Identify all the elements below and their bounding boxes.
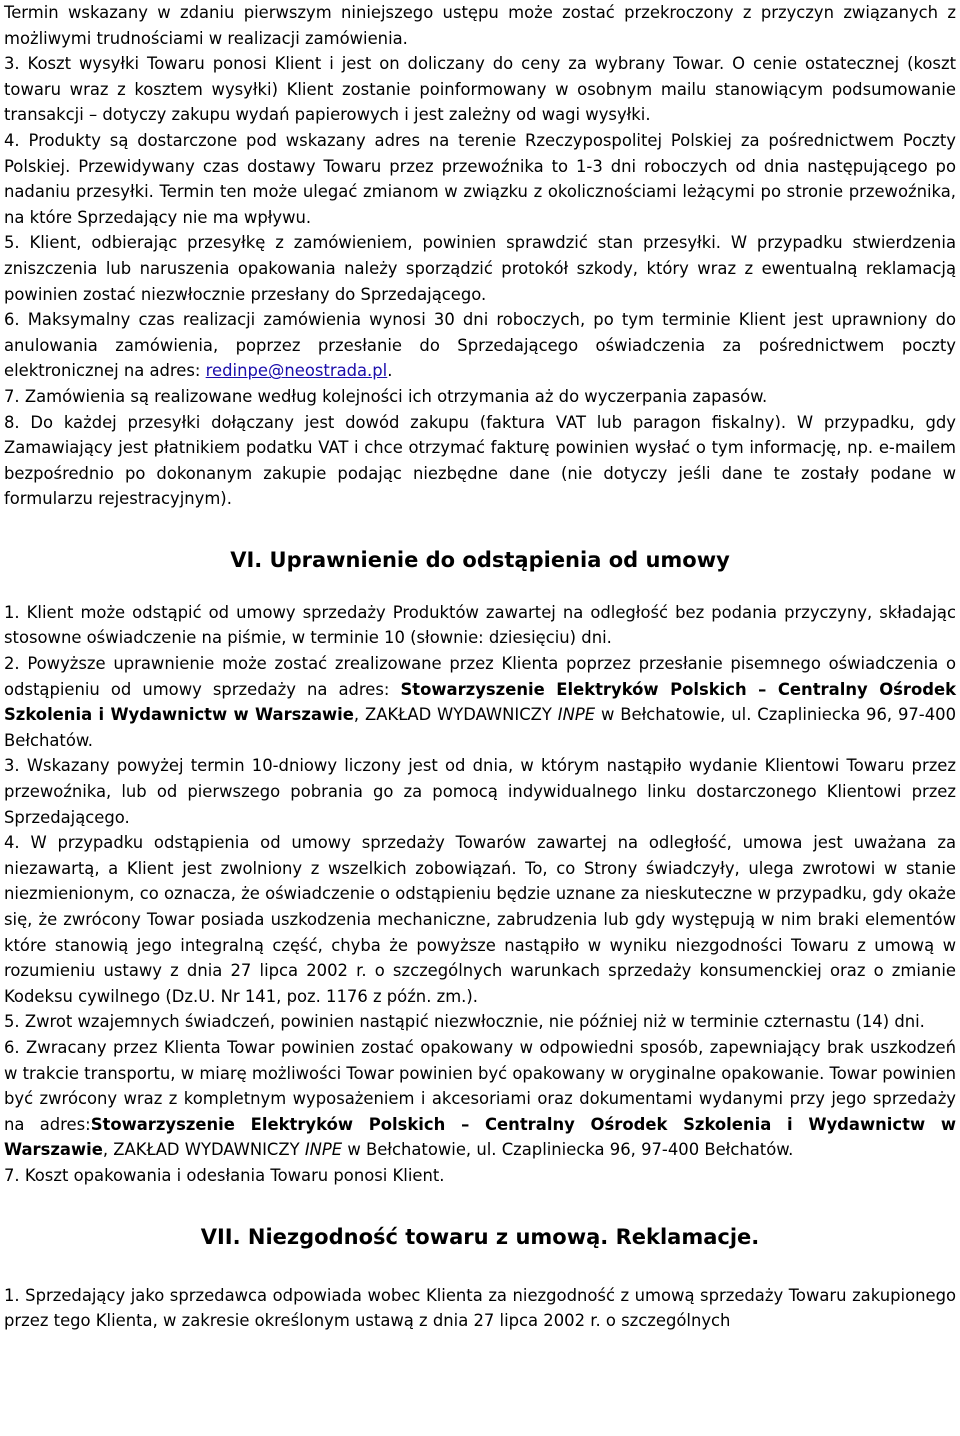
- paragraph: 1. Sprzedający jako sprzedawca odpowiada wobec Klienta za niezgodność z umową sprzedaży Towaru zakupionego przez tego Klienta, w zakresie określonym ustawą z dnia 27 lipca 2002 r. o szczególnych: [4, 1285, 956, 1331]
- paragraph: 4. Produkty są dostarczone pod wskazany adres na terenie Rzeczypospolitej Polskiej za pośrednictwem Poczty Polskiej. Przewidywany czas dostawy Towaru przez przewoźnika to 1-3 dni roboczych od dnia następującego po nadaniu przesyłki. Termin ten może ulegać zmianom w związku z okolicznościami leżącymi po stronie przewoźnika, na które Sprzedający nie ma wpływu.: [4, 130, 956, 227]
- address-bold: Stowarzyszenie Elektryków Polskich – Centralny Ośrodek Szkolenia i Wydawnictw w Warszawie: [4, 1114, 956, 1160]
- paragraph: 5. Zwrot wzajemnych świadczeń, powinien nastąpić niezwłocznie, nie później niż w terminie czternastu (14) dni.: [4, 1012, 925, 1032]
- paragraph-text: 6. Zwracany przez Klienta Towar powinien zostać opakowany w odpowiedni sposób, zapewniający brak uszkodzeń w trakcie transportu, w miarę możliwości Towar powinien być opakowany w oryginalne opakowanie. Towar powinien być zwrócony wraz z kompletnym wyposażeniem i akcesoriami oraz dokumentami wydanymi przy jego sprzedaży na adres:: [4, 1037, 957, 1134]
- paragraph-text: 2. Powyższe uprawnienie może zostać zrealizowane przez Klienta poprzez przesłanie pisemnego oświadczenia o odstąpieniu od umowy sprzedaży na adres:: [4, 654, 956, 699]
- paragraph: 1. Klient może odstąpić od umowy sprzedaży Produktów zawartej na odległość bez podania przyczyny, składając stosowne oświadczenie na piśmie, w terminie 10 (słownie: dziesięciu) dni.: [4, 602, 956, 648]
- paragraph: 5. Klient, odbierając przesyłkę z zamówieniem, powinien sprawdzić stan przesyłki. W przypadku stwierdzenia zniszczenia lub naruszenia opakowania należy sporządzić protokół szkody, który wraz z ewentualną reklamacją powinien zostać niezwłocznie przesłany do Sprzedającego.: [4, 233, 956, 304]
- paragraph: 7. Zamówienia są realizowane według kolejności ich otrzymania aż do wyczerpania zapasów.: [4, 386, 768, 406]
- paragraph: 7. Koszt opakowania i odesłania Towaru ponosi Klient.: [4, 1165, 445, 1185]
- section-heading: VI. Uprawnienie do odstąpienia od umowy: [230, 547, 730, 572]
- paragraph: 3. Koszt wysyłki Towaru ponosi Klient i jest on doliczany do ceny za wybrany Towar. O cenie ostatecznej (koszt towaru wraz z kosztem wysyłki) Klient zostanie poinformowany w osobnym mailu stanowiącym podsumowanie transakcji – dotyczy zakupu wydań papierowych i jest zależny od wagi wysyłki.: [4, 54, 956, 125]
- paragraph-text: w Bełchatowie, ul. Czapliniecka 96, 97-400 Bełchatów.: [342, 1140, 794, 1160]
- paragraph: 4. W przypadku odstąpienia od umowy sprzedaży Towarów zawartej na odległość, umowa jest uważana za niezawartą, a Klient jest zwolniony z wszelkich zobowiązań. To, co Strony świadczyły, ulega zwrotowi w stanie niezmienionym, co oznacza, że oświadczenie o odstąpieniu będzie uznane za nieskuteczne w przypadku, gdy okaże się, że zwrócony Towar posiada uszkodzenia mechaniczne, zabrudzenia lub gdy występują w nim braki elementów które stanowią jego integralną część, chyba że powyższe nastąpiło w wyniku niezgodności Towaru z umową w rozumieniu ustawy z dnia 27 lipca 2002 r. o szczególnych warunkach sprzedaży konsumenckiej oraz o zmianie Kodeksu cywilnego (Dz.U. Nr 141, poz. 1176 z późn. zm.).: [4, 833, 956, 1006]
- paragraph-text: w Bełchatowie, ul. Czapliniecka 96, 97-400 Bełchatów.: [4, 705, 956, 750]
- email-link[interactable]: redinpe@neostrada.pl: [205, 361, 388, 381]
- paragraph: [4, 1035, 956, 1163]
- address-bold: Stowarzyszenie Elektryków Polskich – Centralny Ośrodek Szkolenia i Wydawnictw w Warszawie: [4, 679, 956, 725]
- address-italic: INPE: [304, 1140, 343, 1160]
- paragraph: [4, 307, 956, 384]
- paragraph: Termin wskazany w zdaniu pierwszym niniejszego ustępu może zostać przekroczony z przyczyn związanych z możliwymi trudnościami w realizacji zamówienia.: [4, 3, 956, 48]
- paragraph: 3. Wskazany powyżej termin 10-dniowy liczony jest od dnia, w którym nastąpiło wydanie Klientowi Towaru przez przewoźnika, lub od pierwszego pobrania go za pomocą indywidualnego linku dostarczonego Klientowi przez Sprzedającego.: [4, 756, 956, 827]
- paragraph: [4, 651, 956, 753]
- section-heading: VII. Niezgodność towaru z umową. Reklamacje.: [200, 1224, 760, 1249]
- paragraph: 8. Do każdej przesyłki dołączany jest dowód zakupu (faktura VAT lub paragon fiskalny). W przypadku, gdy Zamawiający jest płatnikiem podatku VAT i chce otrzymać fakturę powinien wysłać o tym informację, np. e-mailem bezpośrednio po dokonanym zakupie podając niezbędne dane (nie dotyczy jeśli dane te zostały podane w formularzu rejestracyjnym).: [4, 412, 956, 509]
- paragraph-text: , ZAKŁAD WYDAWNICZY: [353, 705, 558, 725]
- paragraph-text: .: [387, 361, 393, 381]
- paragraph-text: 6. Maksymalny czas realizacji zamówienia wynosi 30 dni roboczych, po tym terminie Klient jest uprawniony do anulowania zamówienia, poprzez przesłanie do Sprzedającego oświadczenia za pośrednictwem poczty elektronicznej na adres:: [4, 310, 956, 381]
- paragraph-text: , ZAKŁAD WYDAWNICZY: [102, 1140, 305, 1160]
- address-italic: INPE: [557, 705, 596, 725]
